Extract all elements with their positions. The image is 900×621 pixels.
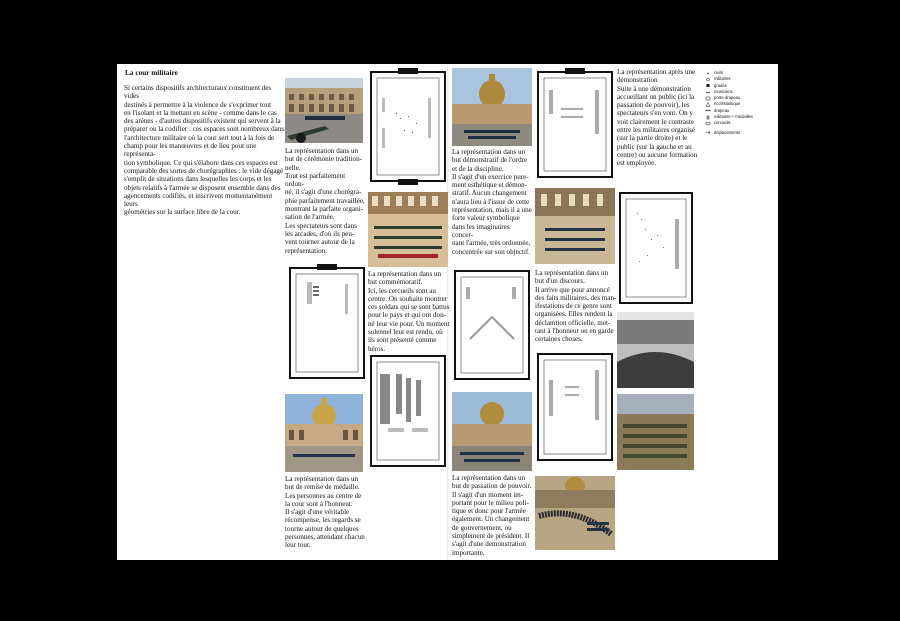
- photo-parade-courtyard: [368, 192, 448, 267]
- legend-label: militaires: [714, 76, 731, 82]
- intro-paragraph: Si certains dispositifs architecturaux constituent des vides destinés à permettre à la violence de s'exprimer tout en l'isolant et la mettant en scène - comme dans le cas des arènes - d'autres dispositifs existent qui servent à la préparer ou la codifier : ces espaces sont nombreux dans l'architecture militaire où la cour sert tout à la fois de champ pour les manœuvres et de lieu pour une représenta- tion symbolique. Ce qui s'élabore dans ces espaces est comparable des sortes de chorégraphies : le vide dégagé s'emplit de situations dans lesquelles les corps et les objets relatifs à l'armée se disposent ensemble dans des agencements codifiés, et inscrivent momentanément leurs géométries sur la surface libre de la cour.: [124, 84, 285, 217]
- photo-dome-parade: [452, 68, 532, 146]
- legend-label: porte-drapeau: [714, 95, 741, 101]
- legend-item: [705, 120, 775, 126]
- photo-crowd-leaving: [535, 476, 615, 550]
- caption-ordre: La représentation dans un but démonstratif de l'ordre et de la discipline. Il s'agit d'un exercice pure- ment esthétique et démon- stratif. Aucun changement n'aura lieu à l'issue de cette représentation, mais il a une forte valeur symbolique dans les imaginaires concer- nant l'armée, très ordonnée, concentrée sur son objectif.: [452, 148, 532, 256]
- photo-medal-ceremony: [285, 394, 363, 472]
- filled-square-icon: [705, 83, 711, 88]
- caption-medaille: La représentation dans un but de remise de médaille. Les personnes au centre de la cour sont à l'honneur. Il s'agit d'une véritable récompense, les regards se tourne autour de quelques personnes, attendant chacun leur tour.: [285, 475, 365, 550]
- book-spread: [117, 64, 778, 560]
- photo-cannon-courtyard: [285, 78, 363, 143]
- floor-plan-passation: [452, 267, 532, 383]
- photo-historic-parade: [617, 312, 694, 388]
- small-dot-icon: [705, 71, 711, 76]
- legend-item: [705, 130, 775, 136]
- floor-plan-ceremonie: [368, 68, 448, 185]
- legend-label: drapeau: [714, 107, 730, 113]
- section-title: La cour militaire: [125, 68, 178, 77]
- floor-plan-medaille: [368, 352, 448, 470]
- floor-plan-apres: [617, 189, 695, 307]
- caption-apres: La représentation après une démonstration Suite à une démonstration accueillant un public (ici la passation de pouvoir), les spectateurs s'en vont. On y voit clairement le contraste entre les militaires organisé (sur la partie droite) et le public (sur la gauche et au centre) ou aucune formation est employée.: [617, 68, 698, 168]
- caption-ceremonie: La représentation dans un but de cérémonie tradition- nelle. Tout est parfaitement ordon- né, il s'agit d'une chorégra- phie parfaitement travaillée, montrant la parfaite organi- sation de l'armée. Les spectateurs sont dans les arcades, d'où ils peu- vent tourner autour de la représentation.: [285, 147, 365, 255]
- open-circle-icon: [705, 77, 711, 82]
- floor-plan-ordre: [535, 68, 615, 181]
- caption-passation: La représentation dans un but de passation de pouvoir. Il s'agit d'un moment im- portant pour le milieu poli- tique et donc pour l'armée également. Un changement de gouvernement, ou simplement de président. Il s'agit d'une demonstration importante.: [452, 474, 532, 557]
- coffin-icon: [705, 121, 711, 126]
- flag-line-icon: [705, 108, 711, 113]
- triangle-icon: [705, 102, 711, 107]
- legend-label: ecclésiastique: [714, 101, 741, 107]
- caption-commemoratif: La représentation dans un but commémoratif. Ici, les cercueils sont au centre. On souhaite montrer ces soldats qui se sont battus pour le pays et qui ont don- né leur vie pour. Un moment solennel leur est rendu, où ils sont présenté comme héros.: [368, 270, 450, 353]
- legend-label: musiciens: [714, 88, 733, 94]
- photo-passation-dome: [452, 392, 532, 471]
- legend: [705, 70, 775, 136]
- legend-label: cercueils: [714, 120, 731, 126]
- photo-field-ranks: [617, 394, 694, 470]
- floor-plan-discours: [535, 350, 615, 464]
- photo-ranks-courtyard: [535, 188, 615, 264]
- legend-label: militaires + médailles: [714, 114, 753, 120]
- medal-stack-icon: [705, 115, 711, 120]
- caption-discours: La représentation dans un but d'un discours. Il arrive que pour annoncé des faits militaires, des man- ifestations de ce genre sont organisées. Elles rendent la déclamtion officielle, met- tant à l'honneur ou en garde certaines choses.: [535, 269, 617, 344]
- legend-label: civils: [714, 70, 724, 75]
- floor-plan-commemoratif: [287, 264, 367, 382]
- legend-label: gradés: [714, 82, 727, 88]
- arrow-path-icon: [705, 130, 711, 135]
- legend-label: déplacements: [714, 129, 741, 135]
- music-dots-icon: [705, 90, 711, 95]
- flag-bearer-icon: [705, 96, 711, 101]
